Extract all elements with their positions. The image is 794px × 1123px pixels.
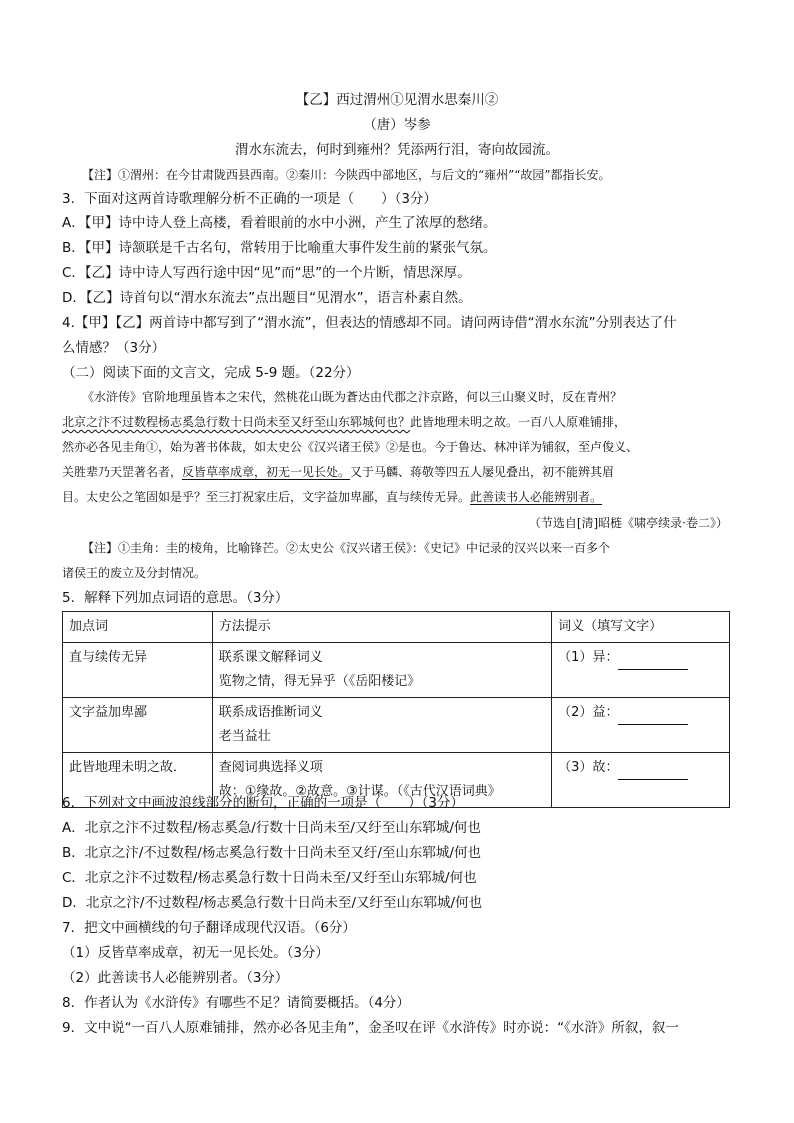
answer-blank[interactable] <box>618 710 688 725</box>
question-3-option-d: D．【乙】诗首句以“渭水东流去”点出题目“见渭水”，语言朴素自然。 <box>62 290 472 306</box>
passage-note-2: 诸侯王的废立及分封情况。 <box>62 566 207 580</box>
question-6-option-d: D．北京之汴/不过数程/杨志奚急行数十日尚未至/又纡至山东郓城/何也 <box>62 895 483 911</box>
question-3-option-a: A．【甲】诗中诗人登上高楼，看着眼前的水中小洲，产生了浓厚的愁绪。 <box>62 215 497 231</box>
table-header: 方法提示 <box>212 612 551 643</box>
hint-method: 查阅词典选择义项 <box>218 760 323 775</box>
question-7-item-2: （2）此善读书人必能辨别者。（3分） <box>62 970 289 986</box>
question-5-stem: 5．解释下列加点词语的意思。（3分） <box>62 590 289 606</box>
question-6-option-b: B．北京之汴/不过数程/杨志奚急行数十日尚未至又纡/至山东郓城/何也 <box>62 845 481 861</box>
passage-line-4 <box>62 463 614 481</box>
question-3-option-b: B．【甲】诗颔联是千古名句，常转用于比喻重大事件发生前的紧张气氛。 <box>62 240 497 256</box>
question-3-stem: 3．下面对这两首诗歌理解分析不正确的一项是（ ）（3分） <box>62 191 437 207</box>
passage-line-1: 《水浒传》官阶地理虽皆本之宋代，然桃花山既为蒼达由代郡之汴京路，何以三山聚义时，反在青州？ <box>82 390 623 404</box>
question-6-option-a: A．北京之汴不过数程/杨志奚急/行数十日尚未至/又纡至山东郓城/何也 <box>62 820 481 836</box>
answer-blank[interactable] <box>618 765 688 780</box>
table-cell-word: 直与续传无异 <box>63 643 213 698</box>
table-cell-answer <box>552 643 730 698</box>
question-8-stem: 8．作者认为《水浒传》有哪些不足？请简要概括。（4分） <box>62 995 410 1011</box>
question-7-item-1: （1）反皆草率成章，初无一见长处。（3分） <box>62 945 329 961</box>
table-cell-hint <box>212 643 551 698</box>
question-4-line1: 4.【甲】【乙】两首诗中都写到了“渭水流”，但表达的情感却不同。请问两诗借“渭水东流”分别表达了什 <box>62 315 677 331</box>
section-2-heading: （二）阅读下面的文言文，完成 5-9 题。（22分） <box>62 365 360 381</box>
hint-example: 故：①缘故。②故意。③计谋。（《古代汉语词典》 <box>218 784 501 799</box>
question-4-line2: 么情感？（3分） <box>62 340 166 356</box>
passage-line-5-a: 目。太史公之笔固如是乎？至三打祝家庄后，文字益加卑鄙，直与续传无异。 <box>62 490 471 504</box>
hint-example: 览物之情，得无异乎（《岳阳楼记》 <box>218 674 421 689</box>
hint-method: 联系课文解释词义 <box>218 650 323 665</box>
passage-line-2-rest: 此皆地理未明之故。一百八人原难铺排， <box>410 415 627 429</box>
wavy-underlined-sentence: 北京之汴不过数程杨志奚急行数十日尚未至又纡至山东郓城何也？ <box>62 415 411 429</box>
question-6-option-c: C．北京之汴不过数程/杨志奚急行数十日尚未至/又纡至山东郓城/何也 <box>62 870 477 886</box>
poem-body: 渭水东流去，何时到雍州？凭添两行泪，寄向故园流。 <box>235 142 559 158</box>
table-cell-answer <box>552 698 730 753</box>
passage-source: （节选自[清]昭梿《啸亭续录·卷二》） <box>528 516 728 530</box>
table-cell-hint <box>212 698 551 753</box>
answer-label: （2）益： <box>558 705 619 720</box>
answer-label: （3）故： <box>558 760 619 775</box>
table-cell-word: 此皆地理未明之故． <box>63 753 213 808</box>
poem-title: 【乙】西过渭州①见渭水思秦川② <box>295 92 499 108</box>
passage-note-1: 【注】①圭角：圭的棱角，比喻锋芒。②太史公《汉兴诸王侯》：《史记》中记录的汉兴以来一百多个 <box>82 541 611 555</box>
question-7-stem: 7．把文中画横线的句子翻译成现代汉语。（6分） <box>62 920 356 936</box>
table-cell-word: 文字益加卑鄙 <box>63 698 213 753</box>
question-6-stem: 6．下列对文中画波浪线部分的断句，正确的一项是（ ）（3分） <box>62 795 464 811</box>
question-9-stem: 9．文中说“一百八人原难铺排，然亦必各见圭角”，金圣叹在评《水浒传》时亦说：“《水浒》所叙，叙一 <box>62 1020 679 1036</box>
passage-line-2 <box>62 413 626 431</box>
table-header-row <box>63 612 730 643</box>
underlined-sentence-2: 此善读书人必能辨别者。 <box>470 490 603 504</box>
answer-blank[interactable] <box>618 655 688 670</box>
question-3-option-c: C．【乙】诗中诗人写西行途中因“见”而“思”的一个片断，情思深厚。 <box>62 265 471 281</box>
table-cell-answer <box>552 753 730 808</box>
passage-line-3: 然亦必各见圭角①，始为著书体裁，如太史公《汉兴诸王侯》②是也。今于鲁达、林冲详为铺叙，至卢俊义、 <box>62 440 639 454</box>
passage-line-4-b: 又于马麟、蒋敬等四五人屡见叠出，初不能辨其眉 <box>350 465 615 479</box>
vocabulary-table <box>62 611 730 808</box>
passage-line-4-a: 关胜辈乃天罡著名者， <box>62 465 183 479</box>
poem-note: 【注】①渭州：在今甘肃陇西县西南。②秦川：今陕西中部地区，与后文的“雍州”“故园”都指长安。 <box>82 168 611 182</box>
table-row <box>63 643 730 698</box>
table-row <box>63 698 730 753</box>
hint-method: 联系成语推断词义 <box>218 705 323 720</box>
hint-example: 老当益壮 <box>218 729 271 744</box>
poem-author: （唐）岑参 <box>363 117 431 133</box>
passage-line-5 <box>62 488 602 506</box>
answer-label: （1）异： <box>558 650 619 665</box>
table-header: 词义（填写文字） <box>552 612 730 643</box>
table-header: 加点词 <box>63 612 213 643</box>
underlined-sentence-1: 反皆草率成章，初无一见长处。 <box>182 465 351 479</box>
